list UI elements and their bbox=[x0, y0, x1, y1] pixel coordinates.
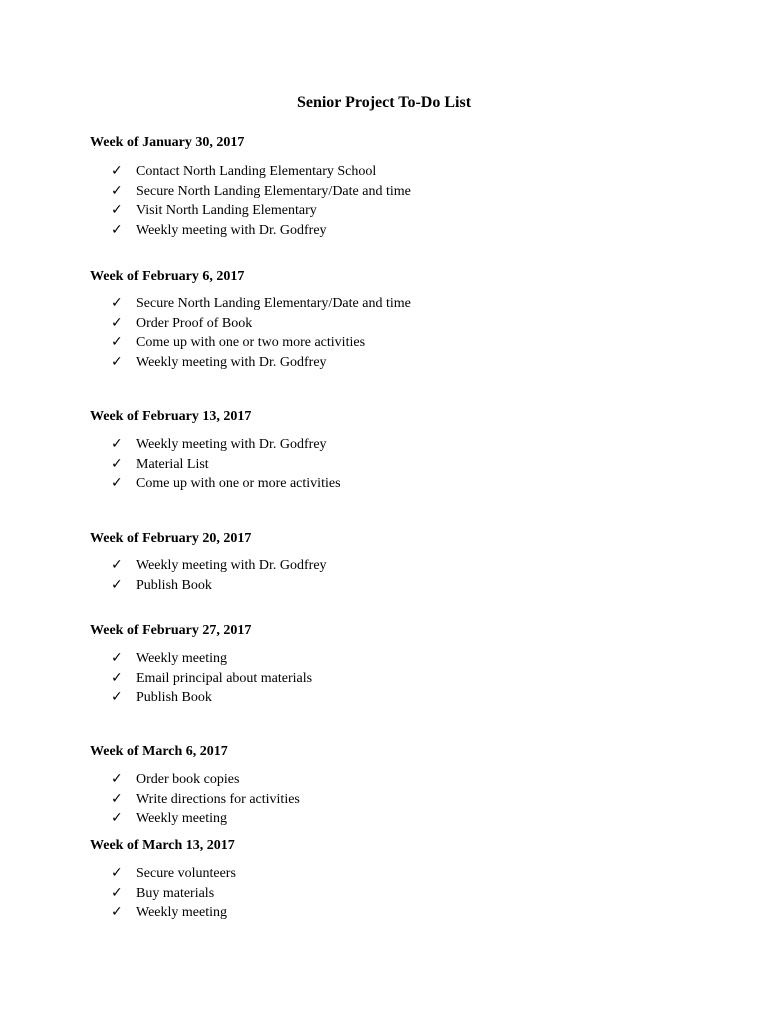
checkmark-icon: ✓ bbox=[111, 455, 123, 472]
checkmark-icon: ✓ bbox=[111, 650, 123, 666]
task-item bbox=[90, 669, 690, 689]
task-item bbox=[90, 770, 690, 790]
task-item bbox=[90, 182, 690, 202]
week-section bbox=[90, 408, 690, 494]
task-label: Contact North Landing Elementary School bbox=[136, 164, 377, 179]
task-item bbox=[90, 333, 690, 353]
checkmark-icon: ✓ bbox=[111, 436, 123, 452]
task-list bbox=[90, 864, 690, 923]
week-section bbox=[90, 837, 690, 923]
checkmark-icon: ✓ bbox=[111, 669, 123, 686]
task-label: Weekly meeting with Dr. Godfrey bbox=[136, 558, 327, 573]
task-item bbox=[90, 435, 690, 455]
task-item bbox=[90, 864, 690, 884]
checkmark-icon: ✓ bbox=[111, 689, 123, 705]
task-label: Secure volunteers bbox=[136, 866, 236, 881]
checkmark-icon: ✓ bbox=[111, 557, 123, 573]
checkmark-icon: ✓ bbox=[111, 790, 123, 807]
task-label: Visit North Landing Elementary bbox=[136, 203, 317, 218]
week-heading: Week of February 6, 2017 bbox=[90, 269, 245, 284]
task-list bbox=[90, 162, 690, 240]
week-heading: Week of February 27, 2017 bbox=[90, 623, 252, 638]
week-section bbox=[90, 743, 690, 829]
checkmark-icon: ✓ bbox=[111, 353, 123, 370]
task-label: Secure North Landing Elementary/Date and time bbox=[136, 183, 411, 199]
checkmark-icon: ✓ bbox=[111, 810, 123, 826]
week-heading: Week of March 6, 2017 bbox=[90, 744, 228, 759]
checkmark-icon: ✓ bbox=[111, 314, 123, 331]
task-label: Write directions for activities bbox=[136, 791, 300, 807]
task-item bbox=[90, 162, 690, 182]
task-list bbox=[90, 556, 690, 595]
task-label: Come up with one or more activities bbox=[136, 476, 341, 491]
task-item bbox=[90, 221, 690, 241]
week-section bbox=[90, 622, 690, 708]
week-heading: Week of March 13, 2017 bbox=[90, 838, 235, 853]
task-list bbox=[90, 294, 690, 372]
task-item bbox=[90, 903, 690, 923]
task-label: Order Proof of Book bbox=[136, 315, 253, 331]
week-heading: Week of January 30, 2017 bbox=[90, 135, 245, 150]
task-item bbox=[90, 649, 690, 669]
checkmark-icon: ✓ bbox=[111, 221, 123, 238]
task-label: Material List bbox=[136, 456, 209, 472]
week-section bbox=[90, 134, 690, 240]
week-section bbox=[90, 268, 690, 372]
week-heading: Week of February 20, 2017 bbox=[90, 531, 252, 546]
task-item bbox=[90, 556, 690, 576]
task-label: Secure North Landing Elementary/Date and time bbox=[136, 296, 411, 311]
week-section bbox=[90, 530, 690, 595]
document-title: Senior Project To-Do List bbox=[296, 94, 472, 111]
checkmark-icon: ✓ bbox=[111, 865, 123, 881]
checkmark-icon: ✓ bbox=[111, 576, 123, 593]
checkmark-icon: ✓ bbox=[111, 904, 123, 920]
task-item bbox=[90, 884, 690, 904]
task-item bbox=[90, 455, 690, 475]
task-label: Buy materials bbox=[136, 885, 215, 901]
task-label: Order book copies bbox=[136, 772, 240, 787]
task-item bbox=[90, 576, 690, 596]
checkmark-icon: ✓ bbox=[111, 475, 123, 491]
task-label: Email principal about materials bbox=[136, 670, 313, 686]
checkmark-icon: ✓ bbox=[111, 771, 123, 787]
checkmark-icon: ✓ bbox=[111, 182, 123, 199]
task-item bbox=[90, 474, 690, 494]
task-label: Weekly meeting with Dr. Godfrey bbox=[136, 354, 327, 370]
task-label: Come up with one or two more activities bbox=[136, 335, 366, 350]
task-item bbox=[90, 201, 690, 221]
week-heading: Week of February 13, 2017 bbox=[90, 409, 252, 424]
checkmark-icon: ✓ bbox=[111, 295, 123, 311]
checkmark-icon: ✓ bbox=[111, 334, 123, 350]
task-item bbox=[90, 314, 690, 334]
task-list bbox=[90, 649, 690, 708]
task-list bbox=[90, 770, 690, 829]
task-item bbox=[90, 790, 690, 810]
checkmark-icon: ✓ bbox=[111, 884, 123, 901]
checkmark-icon: ✓ bbox=[111, 163, 123, 179]
checkmark-icon: ✓ bbox=[111, 202, 123, 218]
task-label: Publish Book bbox=[136, 690, 212, 705]
task-item bbox=[90, 353, 690, 373]
task-label: Weekly meeting bbox=[136, 905, 228, 920]
task-list bbox=[90, 435, 690, 494]
task-label: Weekly meeting bbox=[136, 811, 228, 826]
task-label: Weekly meeting bbox=[136, 651, 228, 666]
task-label: Weekly meeting with Dr. Godfrey bbox=[136, 437, 327, 452]
task-label: Publish Book bbox=[136, 577, 212, 593]
task-item bbox=[90, 809, 690, 829]
task-item bbox=[90, 688, 690, 708]
task-item bbox=[90, 294, 690, 314]
task-label: Weekly meeting with Dr. Godfrey bbox=[136, 222, 327, 238]
